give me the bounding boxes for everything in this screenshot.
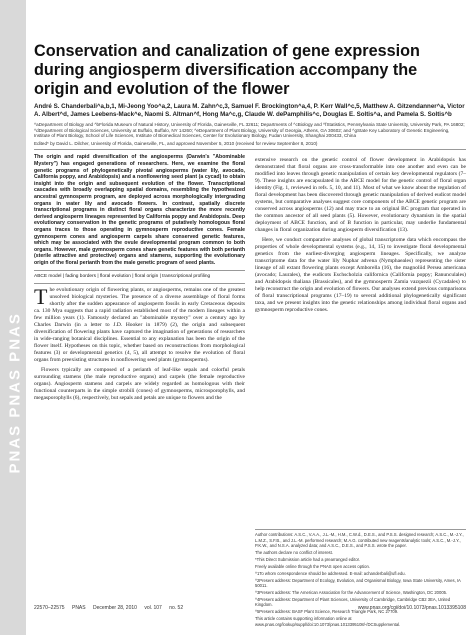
footnote-correspondence: ^1To whom correspondence should be addressed. E-mail: achanderbali@ufl.edu.: [255, 570, 406, 576]
footnote-direct-submission: *This Direct Submission article had a prearranged editor.: [255, 557, 360, 562]
footnote-conflict: The authors declare no conflict of interest.: [255, 550, 333, 556]
body-paragraph: extensive research on the genetic control of flower development in Arabidopsis has demonstrated that floral organs are cross-transformable into one another and even can be modified into leaves through genetic manipulation of certain key developmental regulators (7–9). These insights are encapsulated in the ABCE model for the genetic control of floral organ identity (Fig. 1, reviewed in refs. 5, 10, and 11). Most of what we know about the regulation of floral development has been discovered through genetic manipulation of derived eudicot model systems, but comparative analyses suggest core components of the ABCE genetic program are conserved across angiosperms (12) and may trace to an original BC program that operated in the common ancestor of all seed plants (5). However, evolutionary dynamism in the spatial deployment of ABCE function, and of B function in particular, may underlie fundamental changes in floral organization during angiosperm diversification (13).: [255, 157, 466, 234]
body-paragraph: The evolutionary origin of flowering plants, or angiosperms, remains one of the greatest unsolved biological mysteries. The presence of a diverse assemblage of floral forms shortly after the sudden appearance of angiosperm fossils in early Cretaceous deposits ca. 130 Mya suggests that a rapid radiation established most of the modern lineages within a few million years (1). Famously declared an "abominable mystery" over a century ago by Charles Darwin (in a letter to J.D. Hooker in 1879) (2), the origin and subsequent diversification of flowering plants have captured the imagination of generations of researchers in wide-ranging botanical disciplines. Essential to any explanation has been the origin of the flower itself. Hypotheses on this topic, whether based on reconstructions from morphological features (3) or developmental genetics (4, 5), all attempt to resolve the evolution of floral organs from preexisting structures in nonflowering seed plants (gymnosperms).: [34, 284, 245, 364]
footer-date: December 28, 2010: [93, 605, 137, 611]
footnote-address-3: ^3Present address: The American Association for the Advancement of Science, Washington, DC 20005.: [255, 590, 448, 596]
footnote-address-5: ^5Present address: BASF Plant Science, Research Triangle Park, NC 27709.: [255, 609, 399, 615]
footer-issue: no. 52: [169, 605, 184, 611]
footnote-supporting-info: This article contains supporting information online at www.pnas.org/lookup/suppl/doi:10.1073/pnas.1013395108/-/DCSupplemental.: [255, 616, 401, 627]
footnote-contributions: Author contributions: A.S.C., V.A.A., J.L.-M., H.M., C.W.d., D.E.S., and P.S.S. designed research; A.S.C., M.-J.Y., L.M.Z., S.F.B., and J.L.-M. performed research; M.A.G. contributed new reagents/analytic tools; A.S.C., M.-J.Y., P.K.W., and N.S.A. analyzed data; and A.S.C., D.E.S., and P.S.S. wrote the paper.: [255, 532, 464, 549]
affiliations: ^aDepartment of Biology and ^bFlorida Museum of Natural History, University of Florida, Gainesville, FL 32611; Departments of ^cBiology and ^fStatistics, Pennsylvania State University, University Park, PA 16802; ^dDepartment of Biological Sciences, University at Buffalo, Buffalo, NY 14260; ^eDepartment of Plant Biology, University of Georgia, Athens, GA 30602; and ^gState Key Laboratory of Genetic Engineering, Institute of Plant Biology, School of Life Sciences, Institute of Biomedical Sciences, Center for Evolutionary Biology, Fudan University, Shanghai 200433, China: [34, 122, 465, 139]
footer-citation: [34, 605, 189, 611]
footer-doi-link[interactable]: www.pnas.org/cgi/doi/10.1073/pnas.1013395108: [357, 605, 466, 611]
keywords: ABCE model | fading borders | floral evolution | floral origin | transcriptional profiling: [34, 270, 245, 284]
journal-sidebar-label: PNAS PNAS PNAS: [6, 312, 24, 474]
page-footer: [34, 605, 466, 615]
footnote-open-access: Freely available online through the PNAS open access option.: [255, 563, 370, 569]
article-title: Conservation and canalization of gene expression during angiosperm diversification accompany the origin and evolution of the flower: [34, 42, 420, 98]
footnote-address-2: ^2Present address: Department of Ecology, Evolution, and Organismal Biology, Iowa State University, Ames, IA 50011.: [255, 577, 461, 589]
footer-volume: vol. 107: [144, 605, 162, 611]
abstract: The origin and rapid diversification of the angiosperms (Darwin's "Abominable Mystery") has engaged generations of researchers. Here, we examine the floral genetic programs of phylogenetically pivotal angiosperms (water lily, avocado, California poppy, and Arabidopsis) and a nonflowering seed plant (a cycad) to obtain insight into the origin and subsequent evolution of the flower. Transcriptional cascades with broadly overlapping spatial domains, resembling the hypothesized ancestral gymnosperm program, are deployed across morphologically intergrading organs in water lily and avocado flowers. In contrast, spatially discrete transcriptional programs in distinct floral organs characterize the more recently derived angiosperm lineages represented by California poppy and Arabidopsis. Deep evolutionary conservation in the genetic programs of putatively homologous floral organs traces to those operating in gymnosperm reproductive cones. Female gymnosperm cones and angiosperm carpels share conserved genetic features, which may be associated with the ovule developmental program common to both organs. However, male gymnosperm cones share genetic features with both perianth (sterile attractive and protective) organs and stamens, supporting the evolutionary origin of the floral perianth from the male genetic program of seed plants.: [34, 154, 245, 266]
body-paragraph: Flowers typically are composed of a perianth of leaf-like sepals and colorful petals surrounding stamens (the male reproductive organs) and carpels (the female reproductive organs). Angiosperm stamens and carpels are widely regarded as homologous with their functional counterparts in the simple strobili (cones) of gymnosperms, microsporophylls, and megasporophylls (6), respectively, but sepals and petals are unique to flowers and the: [34, 367, 245, 402]
edited-by: Edited* by David L. Dilcher, University of Florida, Gainesville, FL, and approved November 5, 2010 (received for review September 8, 2010): [34, 141, 466, 151]
footer-pages: 22570–22575: [34, 605, 65, 611]
body-paragraph: Here, we conduct comparative analyses of global transcriptome data which encompass the properties of whole developmental systems (e.g., 14, 15) to investigate floral developmental genetics from the earliest-diverging angiosperm lineages. Specifically, we analyze transcriptome data for the water lily Nuphar advena (Nymphaeales) representing the sister lineage of all extant flowering plants except Amborella (16), the magnoliid Persea americana (avocado; Laurales), the eudicots Eschscholzia californica (California poppy; Ranunculales) and Arabidopsis thaliana (Brassicales), and the gymnosperm Zamia vazquezii (Cycadales) to help reconstruct the origin and evolution of flowers. Our analyses extend previous comparisons of floral transcriptional programs (17–19) to several additional phylogenetically significant taxa, and we present insights into the genetic relationships among individual floral organs and gymnosperm reproductive cones.: [255, 237, 466, 314]
author-list: André S. Chanderbali^a,b,1, Mi-Jeong Yoo^a,2, Laura M. Zahn^c,3, Samuel F. Brockington^a,4, P. Kerr Wall^c,5, Matthew A. Gitzendanner^a, Victor A. Albert^d, James Leebens-Mack^e, Naomi S. Altman^f, Hong Ma^c,g, Claude W. dePamphilis^c, Douglas E. Soltis^a, and Pamela S. Soltis^b: [34, 103, 465, 118]
left-column: [34, 154, 245, 402]
footnote-address-4: ^4Present address: Department of Plant Sciences, University of Cambridge, Cambridge CB2 3EA, United Kingdom.: [255, 596, 451, 608]
footer-journal: PNAS: [71, 605, 86, 611]
drop-cap: T: [34, 284, 48, 310]
journal-sidebar: [0, 0, 26, 635]
